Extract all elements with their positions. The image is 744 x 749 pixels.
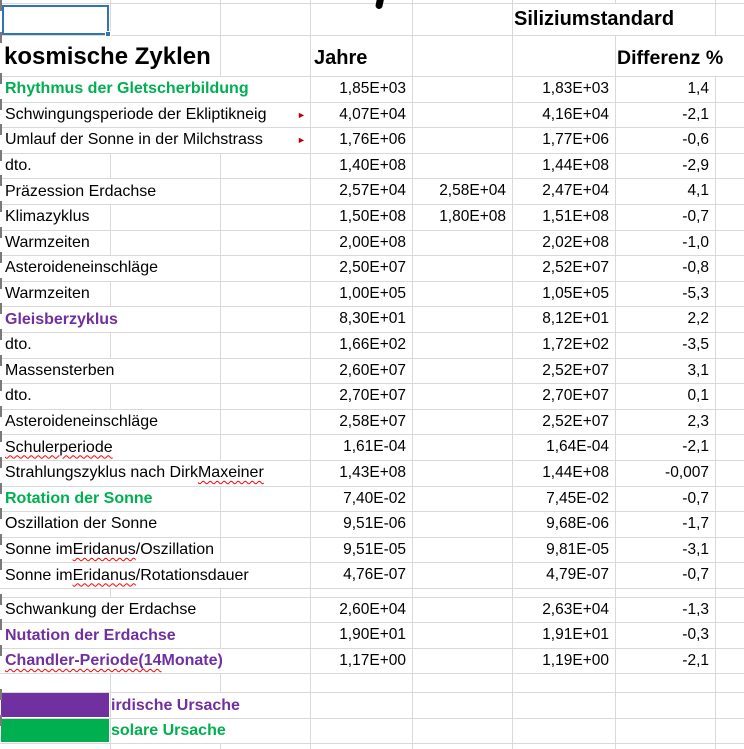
text-overflow-arrow-icon: ► [297,109,306,120]
selected-cell[interactable] [2,5,109,35]
cell-extra[interactable] [413,598,511,623]
cell-extra[interactable] [413,359,511,384]
row-label-cell[interactable]: Schwankung der Erdachse [0,598,196,623]
row-edge-tick [0,483,2,494]
row-edge-tick [0,252,2,263]
cell-jahre[interactable]: 2,50E+07 [339,259,406,277]
row-label-cell[interactable]: Oszillation der Sonne [0,512,157,537]
row-label-cell[interactable]: Sonne im Eridanus /Oszillation [0,538,214,563]
selection-row [0,4,744,36]
cell-extra[interactable]: 2,58E+04 [439,182,506,200]
table-row [0,384,744,410]
row-edge-tick [0,559,2,570]
row-edge-tick [0,508,2,519]
spellcheck-underlined-text: Eridanus [72,566,136,584]
cell-diff[interactable]: -1,0 [682,233,709,251]
table-row [0,512,744,538]
row-label-cell[interactable]: Warmzeiten [0,282,90,307]
row-edge-tick [0,594,2,605]
siliziumstandard-header-cell[interactable]: Siliziumstandard [514,4,682,35]
cell-jahre[interactable]: 1,50E+08 [339,207,406,225]
cell-jahre[interactable]: 8,30E+01 [339,310,406,328]
cell-silizium[interactable]: 1,77E+06 [542,131,609,149]
spellcheck-underlined-text: Schulerperiode [5,438,113,456]
table-row [0,179,744,205]
table-row [0,649,744,675]
cell-diff[interactable]: -2,1 [682,105,709,123]
table-row [0,435,744,461]
cell-extra[interactable]: 1,80E+08 [439,207,506,225]
cell-silizium[interactable]: 9,81E-05 [546,540,609,558]
cell-silizium[interactable]: 1,72E+02 [542,335,609,353]
cell-jahre[interactable]: 1,76E+06 [339,131,406,149]
cell-extra[interactable] [413,623,511,648]
jahre-header-cell[interactable]: Jahre [314,47,368,69]
row-label-cell[interactable]: dto. [0,333,32,358]
cell-diff[interactable]: -5,3 [682,284,709,302]
cell-diff[interactable]: -1,7 [682,515,709,533]
cell-jahre[interactable]: 1,90E+01 [339,626,406,644]
table-row [0,231,744,257]
cell-silizium[interactable]: 2,52E+07 [542,412,609,430]
row-label-cell[interactable]: Chandler-Periode(14 Monate) [0,649,223,674]
row-label-cell[interactable]: Nutation der Erdachse [0,623,176,648]
cell-silizium[interactable]: 1,51E+08 [542,207,609,225]
cell-silizium[interactable]: 1,64E-04 [546,438,609,456]
row-edge-tick [0,73,2,84]
table-row [0,256,744,282]
table-row [0,333,744,359]
cell-jahre[interactable]: 1,40E+08 [339,156,406,174]
row-label-cell[interactable]: Gleisberzyklus [0,307,118,332]
cell-silizium[interactable]: 2,63E+04 [542,600,609,618]
table-row [0,623,744,649]
table-row [0,538,744,564]
cell-diff[interactable]: -3,5 [682,335,709,353]
cell-diff[interactable]: -0,7 [682,566,709,584]
cell-jahre[interactable]: 9,51E-05 [343,540,406,558]
cell-diff[interactable]: 2,2 [687,310,709,328]
blank-row [0,674,744,693]
cell-jahre[interactable]: 2,58E+07 [339,412,406,430]
cell-silizium[interactable]: 1,44E+08 [542,463,609,481]
cell-diff[interactable]: -3,1 [682,540,709,558]
table-row [0,103,744,129]
cell-extra[interactable] [413,538,511,563]
table-row [0,359,744,385]
cell-extra[interactable] [413,231,511,256]
row-edge-tick [0,619,2,630]
row-label-cell[interactable]: dto. [0,154,32,179]
cell-silizium[interactable]: 1,83E+03 [542,80,609,97]
cell-jahre[interactable]: 2,57E+04 [339,182,406,200]
table-row [0,410,744,436]
cell-jahre[interactable]: 1,43E+08 [339,463,406,481]
cell-silizium[interactable]: 2,52E+07 [542,361,609,379]
cell-silizium[interactable]: 4,16E+04 [542,105,609,123]
cell-extra[interactable] [413,487,511,512]
table-row [0,461,744,487]
row-label-cell[interactable] [0,435,113,460]
cell-extra[interactable] [413,128,511,153]
cell-diff[interactable]: -1,3 [682,600,709,618]
legend-swatch-solare-ursache[interactable] [1,719,109,743]
row-edge-tick [0,150,2,161]
cell-silizium[interactable]: 9,68E-06 [546,515,609,533]
row-label-cell[interactable]: Warmzeiten [0,231,90,256]
row-edge-tick [0,689,2,700]
cell-jahre[interactable]: 4,07E+04 [339,105,406,123]
cell-diff[interactable]: -2,1 [682,651,709,669]
cell-jahre[interactable]: 4,76E-07 [343,566,406,584]
legend-label-solare-ursache[interactable]: solare Ursache [111,719,230,744]
cell-silizium[interactable]: 2,70E+07 [542,387,609,405]
cell-jahre[interactable]: 2,00E+08 [339,233,406,251]
cell-extra[interactable] [413,649,511,674]
row-edge-tick [0,303,2,314]
cell-diff[interactable]: -0,6 [682,131,709,149]
cell-diff[interactable]: -0,7 [682,207,709,225]
cell-extra[interactable] [413,461,511,486]
cell-diff[interactable]: -0,7 [682,489,709,507]
legend-row-irdische-ursache [0,693,744,719]
cell-extra[interactable] [413,282,511,307]
cell-extra[interactable] [413,333,511,358]
cell-silizium[interactable]: 2,47E+04 [542,182,609,200]
cell-jahre[interactable]: 2,60E+04 [339,600,406,618]
table-row [0,487,744,513]
row-label-cell[interactable]: Rhythmus der Gletscherbildung [0,77,249,102]
fill-handle[interactable] [105,31,111,37]
cell-silizium[interactable]: 8,12E+01 [542,310,609,328]
cell-diff[interactable]: -0,3 [682,626,709,644]
row-edge-tick [0,278,2,289]
cell-diff[interactable]: -0,8 [682,259,709,277]
cell-jahre[interactable]: 1,00E+05 [339,284,406,302]
table-row [0,77,744,103]
cell-silizium[interactable]: 2,52E+07 [542,259,609,277]
row-edge-tick [0,645,2,656]
spacer-row [0,589,744,598]
cell-extra[interactable] [413,256,511,281]
table-row [0,282,744,308]
row-edge-tick [0,355,2,366]
row-edge-tick [0,329,2,340]
row-edge-tick [0,534,2,545]
cell-jahre[interactable]: 1,66E+02 [339,335,406,353]
row-label-cell[interactable]: Klimazyklus [0,205,89,230]
cell-silizium[interactable]: 2,02E+08 [542,233,609,251]
cell-diff[interactable]: 1,4 [687,80,709,97]
row-label-cell[interactable]: Umlauf der Sonne in der Milchstrass [0,128,263,153]
text-overflow-arrow-icon: ► [297,135,306,146]
cell-jahre[interactable]: 2,60E+07 [339,361,406,379]
row-edge-tick [0,457,2,468]
row-label-cell[interactable]: Massensterben [0,359,114,384]
row-label-cell[interactable]: Strahlungszyklus nach Dirk Maxeiner [0,461,264,486]
row-label-cell[interactable]: Rotation der Sonne [0,487,153,512]
differenz-header-cell[interactable]: Differenz % [617,36,727,76]
kosmische-zyklen-header-cell[interactable]: kosmische Zyklen [0,36,219,76]
table-row [0,598,744,624]
cell-diff[interactable]: -2,9 [682,156,709,174]
table-row [0,128,744,154]
cell-silizium[interactable]: 4,79E-07 [546,566,609,584]
spellcheck-underlined-text: Chandler-Periode(14 [5,652,162,670]
cell-extra[interactable] [413,307,511,332]
cell-jahre[interactable]: 1,85E+03 [339,80,406,97]
legend-label-irdische-ursache[interactable]: irdische Ursache [111,693,244,718]
cell-extra[interactable] [413,103,511,128]
cell-silizium[interactable]: 1,19E+00 [542,651,609,669]
row-label-cell[interactable]: dto. [0,384,32,409]
row-edge-tick [0,201,2,212]
row-edge-tick [0,406,2,417]
cell-jahre[interactable]: 1,61E-04 [343,438,406,456]
cell-extra[interactable] [413,77,511,102]
row-edge-tick [0,99,2,110]
table-row [0,563,744,589]
cell-diff[interactable]: 3,1 [687,361,709,379]
cell-extra[interactable] [413,563,511,588]
row-edge-tick [0,175,2,186]
cell-silizium[interactable]: 7,45E-02 [546,489,609,507]
cell-jahre[interactable]: 7,40E-02 [343,489,406,507]
cell-extra[interactable] [413,410,511,435]
cell-extra[interactable] [413,512,511,537]
row-edge-tick [0,431,2,442]
row-label-cell[interactable]: Präzession Erdachse [0,179,156,204]
cell-jahre[interactable]: 9,51E-06 [343,515,406,533]
table-row [0,154,744,180]
cell-extra[interactable] [413,384,511,409]
cell-diff[interactable]: -2,1 [682,438,709,456]
cell-silizium[interactable]: 1,05E+05 [542,284,609,302]
cell-jahre[interactable]: 1,17E+00 [339,651,406,669]
cell-diff[interactable]: 0,1 [687,387,709,405]
row-label-cell[interactable]: Sonne im Eridanus /Rotationsdauer [0,563,249,588]
row-edge-tick [0,380,2,391]
cell-diff[interactable]: 4,1 [687,182,709,200]
cell-diff[interactable]: -0,007 [665,463,709,481]
spellcheck-underlined-text: Eridanus [72,540,136,558]
row-edge-tick [0,227,2,238]
table-row [0,307,744,333]
cell-extra[interactable] [413,154,511,179]
cell-diff[interactable]: 2,3 [687,412,709,430]
cell-extra[interactable] [413,435,511,460]
row-edge-tick [0,124,2,135]
legend-swatch-irdische-ursache[interactable] [1,693,109,717]
table-row [0,205,744,231]
header-row [0,36,744,77]
row-edge-tick [0,715,2,726]
row-label-cell[interactable]: Asteroideneinschläge [0,256,158,281]
row-label-cell[interactable]: Asteroideneinschläge [0,410,158,435]
cell-silizium[interactable]: 1,91E+01 [542,626,609,644]
legend-row-solare-ursache [0,719,744,745]
cell-silizium[interactable]: 1,44E+08 [542,156,609,174]
spellcheck-underlined-text: Maxeiner [197,464,264,482]
row-label-cell[interactable]: Schwingungsperiode der Ekliptikneig [0,103,267,128]
cell-jahre[interactable]: 2,70E+07 [339,387,406,405]
